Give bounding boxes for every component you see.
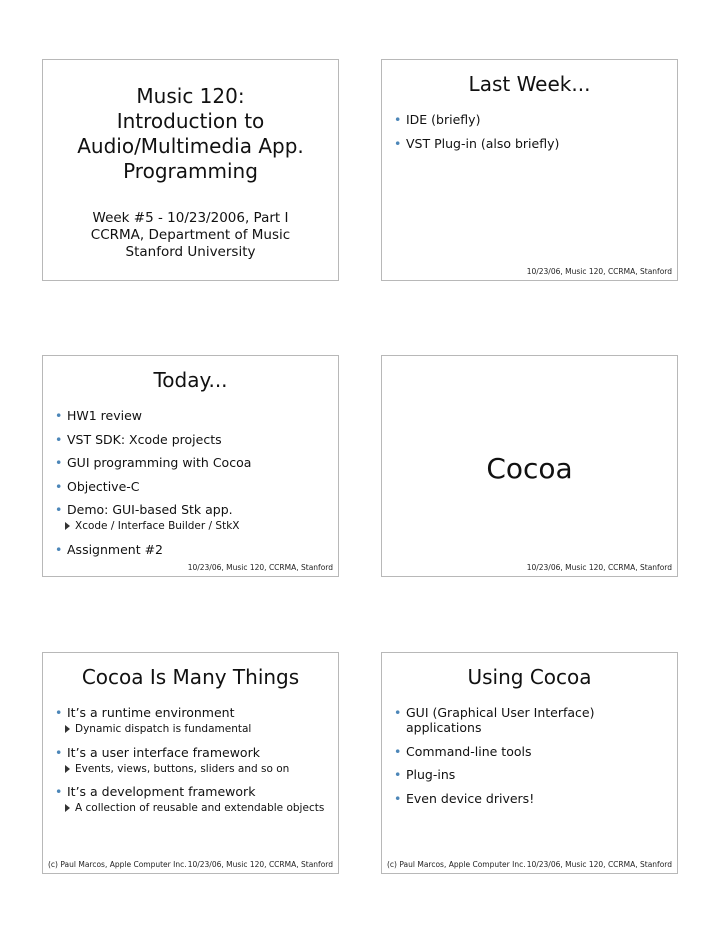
bullet-icon: •	[394, 135, 402, 151]
slide-title	[42, 59, 339, 281]
list-item: • GUI (Graphical User Interface) applications	[394, 705, 595, 735]
bullet-icon: •	[394, 743, 402, 759]
list-item: • Objective-C	[55, 478, 140, 494]
sub-bullet-list	[63, 763, 332, 776]
bullet-icon: •	[55, 784, 63, 799]
bullet-icon: •	[55, 431, 63, 447]
bullet-icon: •	[55, 705, 63, 720]
slide-heading: Cocoa	[486, 452, 573, 485]
list-item: • It’s a runtime environment Dynamic dispatch is fundamental	[55, 705, 332, 736]
list-item: • VST SDK: Xcode projects	[55, 431, 222, 447]
slide-footer: 10/23/06, Music 120, CCRMA, Stanford	[526, 860, 672, 869]
list-item: • Assignment #2	[55, 541, 163, 557]
slide-credit: (c) Paul Marcos, Apple Computer Inc.	[387, 860, 526, 869]
title-line: Introduction to	[116, 109, 265, 133]
sub-bullet-list	[63, 802, 332, 815]
bullet-icon: •	[394, 705, 402, 720]
slide-today	[42, 355, 339, 577]
list-item: • It’s a user interface framework Events, views, buttons, sliders and so on	[55, 745, 332, 776]
bullet-icon: •	[55, 541, 63, 557]
slide-cocoa	[381, 355, 678, 577]
bullet-icon: •	[55, 478, 63, 494]
triangle-bullet-icon	[65, 765, 70, 773]
slide-using-cocoa	[381, 652, 678, 874]
slide-heading: Cocoa Is Many Things	[81, 665, 300, 689]
sub-bullet-list	[63, 520, 332, 533]
triangle-bullet-icon	[65, 522, 70, 530]
slide-heading: Today...	[153, 368, 228, 392]
bullet-icon: •	[55, 502, 63, 517]
list-item: • Even device drivers!	[394, 790, 535, 806]
slide-title-heading	[51, 84, 330, 184]
bullet-list	[394, 112, 671, 159]
subtitle-line: Week #5 - 10/23/2006, Part I	[92, 210, 289, 226]
subtitle-line: Stanford University	[125, 244, 256, 260]
bullet-icon: •	[394, 790, 402, 806]
slide-subtitle	[51, 210, 330, 261]
title-line: Music 120:	[136, 84, 245, 108]
list-item: • Plug-ins	[394, 767, 456, 782]
slide-footer: 10/23/06, Music 120, CCRMA, Stanford	[187, 860, 333, 869]
slide-footer: 10/23/06, Music 120, CCRMA, Stanford	[526, 563, 672, 572]
list-item: • It’s a development framework A collection of reusable and extendable objects	[55, 784, 332, 815]
bullet-icon: •	[55, 455, 63, 470]
bullet-icon: •	[394, 767, 402, 782]
list-item: • GUI programming with Cocoa	[55, 455, 252, 470]
bullet-icon: •	[55, 744, 63, 760]
bullet-icon: •	[394, 112, 402, 127]
title-line: Programming	[123, 159, 258, 183]
list-item: • Command-line tools	[394, 743, 532, 759]
subtitle-line: CCRMA, Department of Music	[90, 227, 291, 243]
bullet-list	[55, 408, 332, 565]
slide-footer: 10/23/06, Music 120, CCRMA, Stanford	[187, 563, 333, 572]
slide-credit: (c) Paul Marcos, Apple Computer Inc.	[48, 860, 187, 869]
slide-heading: Using Cocoa	[467, 665, 592, 689]
sub-bullet-list	[63, 723, 332, 736]
slide-heading: Last Week...	[468, 72, 591, 96]
list-item: • VST Plug-in (also briefly)	[394, 135, 560, 151]
list-item: • Demo: GUI-based Stk app. Xcode / Interface Builder / StkX	[55, 502, 332, 533]
bullet-list	[55, 705, 332, 824]
sub-list-item: Events, views, buttons, sliders and so on	[63, 763, 332, 776]
list-item: • IDE (briefly)	[394, 112, 481, 127]
slide-last-week	[381, 59, 678, 281]
slide-cocoa-many-things	[42, 652, 339, 874]
sub-list-item: Xcode / Interface Builder / StkX	[63, 520, 332, 533]
list-item: • HW1 review	[55, 408, 143, 423]
slide-footer: 10/23/06, Music 120, CCRMA, Stanford	[526, 267, 672, 276]
sub-list-item: Dynamic dispatch is fundamental	[63, 723, 332, 736]
title-line: Audio/Multimedia App.	[77, 134, 304, 158]
triangle-bullet-icon	[65, 725, 70, 733]
triangle-bullet-icon	[65, 804, 70, 812]
bullet-icon: •	[55, 408, 63, 423]
bullet-list	[394, 705, 671, 814]
sub-list-item: A collection of reusable and extendable objects	[63, 802, 332, 815]
